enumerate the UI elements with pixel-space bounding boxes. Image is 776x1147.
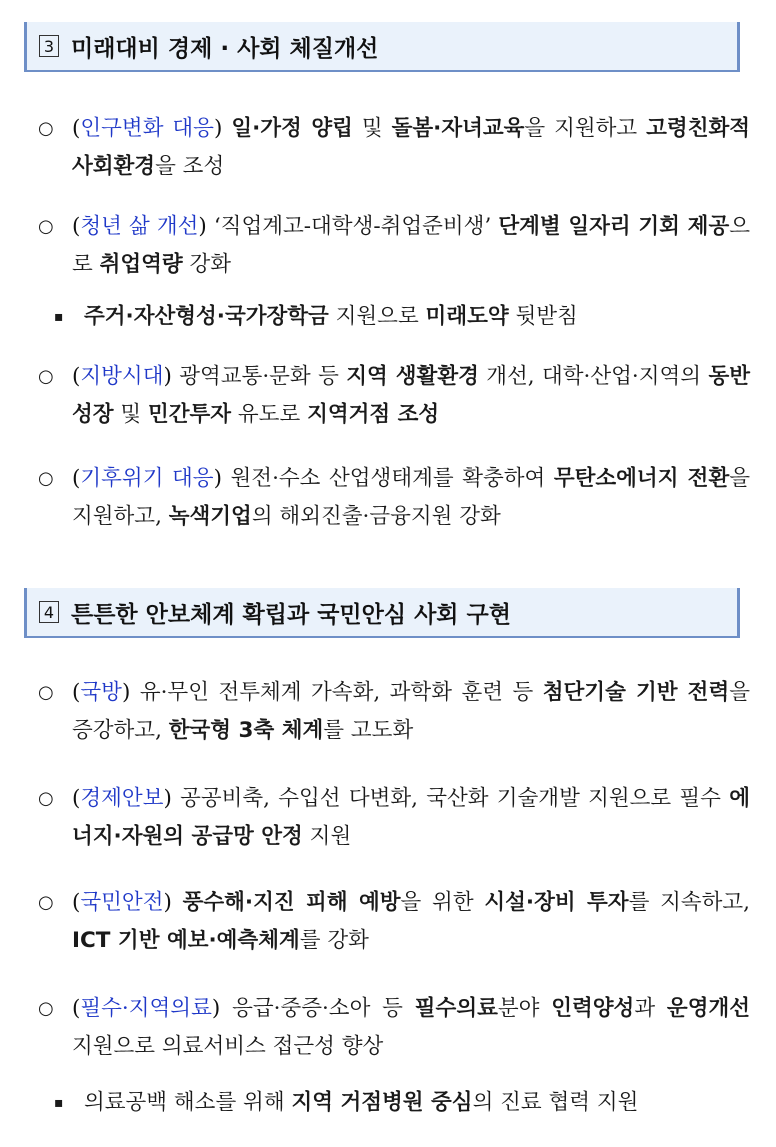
- body-text: 분야: [497, 996, 552, 1021]
- emphasis-text: 동반성장: [72, 364, 750, 427]
- emphasis-text: 풍수해·지진 피해 예방: [182, 890, 401, 915]
- item-text: [72, 460, 750, 536]
- item-category-tag: 필수·지역의료: [80, 996, 212, 1021]
- item-text: [72, 780, 750, 856]
- emphasis-text: 지역 거점병원 중심: [291, 1090, 473, 1115]
- emphasis-text: 지역 생활환경: [346, 364, 479, 389]
- close-paren: ): [121, 680, 131, 705]
- body-text: 의 진료 협력 지원: [472, 1090, 639, 1115]
- body-text: [222, 116, 231, 141]
- section-title: 미래대비 경제 · 사회 체질개선: [71, 35, 379, 62]
- open-paren: (: [72, 786, 81, 811]
- body-text: 유·무인 전투체계 가속화, 과학화 훈련 등: [130, 680, 543, 705]
- open-paren: (: [72, 364, 81, 389]
- circle-bullet-icon: ○: [38, 998, 54, 1019]
- open-paren: (: [72, 680, 81, 705]
- list-item: [38, 110, 750, 186]
- item-text: [84, 298, 754, 336]
- circle-bullet-icon: ○: [38, 216, 54, 237]
- square-bullet-icon: ▪: [54, 1095, 64, 1111]
- item-category-tag: 청년 삶 개선: [80, 214, 199, 239]
- open-paren: (: [72, 466, 81, 491]
- list-item: [38, 780, 750, 856]
- sub-list-item: [54, 298, 754, 336]
- body-text: 지원으로: [328, 304, 426, 329]
- body-text: 원전·수소 산업생태계를 확충하여: [221, 466, 554, 491]
- item-text: [72, 674, 750, 750]
- body-text: 지원으로 의료서비스 접근성 향상: [72, 1034, 384, 1059]
- emphasis-text: 일·가정 양립: [231, 116, 353, 141]
- emphasis-text: 지역거점 조성: [307, 402, 440, 427]
- item-text: [84, 1084, 754, 1122]
- close-paren: ): [213, 466, 222, 491]
- body-text: 을 지원하고: [524, 116, 647, 141]
- emphasis-text: 필수의료: [414, 996, 498, 1021]
- section-3-header: [24, 22, 740, 72]
- emphasis-text: 단계별 일자리 기회 제공: [498, 214, 730, 239]
- body-text: 공공비축, 수입선 다변화, 국산화 기술개발 지원으로 필수: [171, 786, 730, 811]
- item-text: [72, 990, 750, 1066]
- body-text: ‘직업계고-대학생-취업준비생’: [206, 214, 499, 239]
- item-text: [72, 358, 750, 434]
- body-text: 및: [113, 402, 148, 427]
- emphasis-text: 녹색기업: [168, 504, 252, 529]
- circle-bullet-icon: ○: [38, 118, 54, 139]
- body-text: 지원: [302, 824, 352, 849]
- body-text: 유도로: [231, 402, 308, 427]
- circle-bullet-icon: ○: [38, 788, 54, 809]
- circle-bullet-icon: ○: [38, 682, 54, 703]
- close-paren: ): [213, 116, 223, 141]
- body-text: 의 해외진출·금융지원 강화: [251, 504, 501, 529]
- item-text: [72, 884, 750, 960]
- emphasis-text: ICT 기반 예보·예측체계: [72, 928, 300, 953]
- emphasis-text: 무탄소에너지 전환: [553, 466, 730, 491]
- emphasis-text: 취업역량: [99, 252, 183, 277]
- body-text: 뒷받침: [508, 304, 578, 329]
- body-text: 을 증강하고,: [72, 680, 750, 743]
- close-paren: ): [163, 786, 172, 811]
- list-item: [38, 358, 750, 434]
- body-text: 및: [352, 116, 392, 141]
- body-text: 과: [634, 996, 667, 1021]
- body-text: 강화: [182, 252, 232, 277]
- body-text: 광역교통·문화 등: [171, 364, 347, 389]
- section-title: 튼튼한 안보체계 확립과 국민안심 사회 구현: [71, 601, 511, 628]
- square-bullet-icon: ▪: [54, 309, 64, 325]
- close-paren: ): [163, 890, 172, 915]
- circle-bullet-icon: ○: [38, 892, 54, 913]
- emphasis-text: 미래도약: [425, 304, 509, 329]
- section-4-header: [24, 588, 740, 638]
- emphasis-text: 인력양성: [551, 996, 635, 1021]
- open-paren: (: [72, 890, 81, 915]
- body-text: 를 지속하고,: [628, 890, 750, 915]
- item-text: [72, 110, 750, 186]
- open-paren: (: [72, 116, 81, 141]
- body-text: 를 고도화: [323, 718, 414, 743]
- item-category-tag: 경제안보: [80, 786, 164, 811]
- emphasis-text: 주거·자산형성·국가장학금: [84, 304, 329, 329]
- body-text: 을 지원하고,: [72, 466, 750, 529]
- emphasis-text: 에너지·자원의 공급망 안정: [72, 786, 750, 849]
- list-item: [38, 674, 750, 750]
- circle-bullet-icon: ○: [38, 366, 54, 387]
- emphasis-text: 운영개선: [666, 996, 750, 1021]
- item-text: [72, 208, 750, 284]
- list-item: [38, 884, 750, 960]
- list-item: [38, 460, 750, 536]
- item-category-tag: 인구변화 대응: [80, 116, 214, 141]
- item-category-tag: 국방: [80, 680, 122, 705]
- emphasis-text: 민간투자: [148, 402, 232, 427]
- emphasis-text: 한국형 3축 체계: [168, 718, 324, 743]
- body-text: 으로: [72, 214, 750, 277]
- open-paren: (: [72, 996, 81, 1021]
- item-category-tag: 국민안전: [80, 890, 164, 915]
- item-category-tag: 기후위기 대응: [80, 466, 214, 491]
- section-number: 3: [39, 35, 59, 57]
- list-item: [38, 990, 750, 1066]
- body-text: 을 조성: [155, 154, 225, 179]
- section-number: 4: [39, 601, 59, 623]
- emphasis-text: 첨단기술 기반 전력: [542, 680, 730, 705]
- emphasis-text: 시설·장비 투자: [484, 890, 629, 915]
- list-item: [38, 208, 750, 284]
- close-paren: ): [198, 214, 207, 239]
- open-paren: (: [72, 214, 81, 239]
- body-text: 의료공백 해소를 위해: [84, 1090, 292, 1115]
- body-text: 응급·중증·소아 등: [220, 996, 415, 1021]
- body-text: 을 위한: [400, 890, 485, 915]
- body-text: [172, 890, 183, 915]
- emphasis-text: 돌봄·자녀교육: [391, 116, 525, 141]
- body-text: 개선, 대학·산업·지역의: [478, 364, 709, 389]
- circle-bullet-icon: ○: [38, 468, 54, 489]
- body-text: 를 강화: [299, 928, 369, 953]
- emphasis-text: 고령친화적 사회환경: [72, 116, 751, 179]
- item-category-tag: 지방시대: [80, 364, 164, 389]
- close-paren: ): [163, 364, 172, 389]
- close-paren: ): [211, 996, 221, 1021]
- sub-list-item: [54, 1084, 754, 1122]
